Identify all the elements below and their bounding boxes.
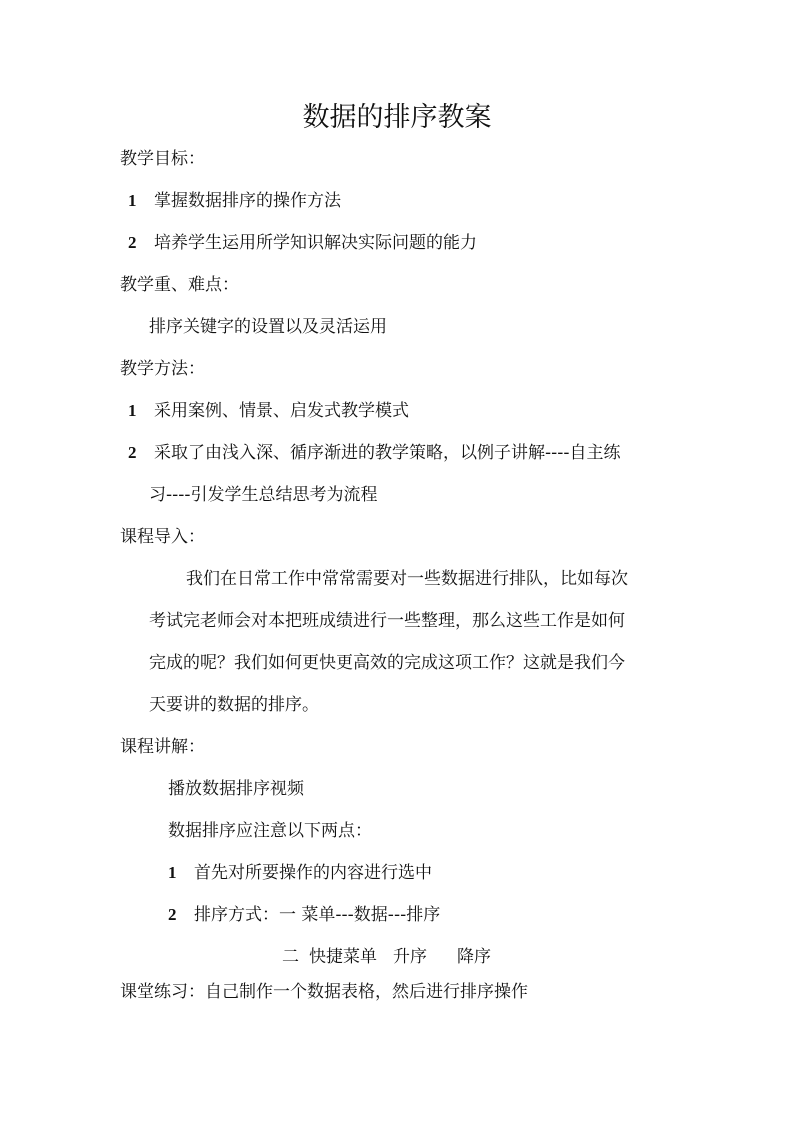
sub-item: 快捷菜单: [309, 947, 377, 967]
key-points-heading: 教学重、难点：: [120, 275, 239, 295]
lecture-item: [168, 904, 440, 926]
method-item: [128, 400, 409, 422]
method-item: [128, 442, 621, 464]
item-text: 采用案例、情景、启发式教学模式: [154, 401, 409, 421]
intro-heading: 课程导入：: [120, 527, 205, 547]
intro-paragraph-line: 完成的呢？我们如何更快更高效的完成这项工作？这就是我们今: [149, 653, 625, 673]
lecture-heading: 课程讲解：: [120, 737, 205, 757]
intro-paragraph-line: 考试完老师会对本把班成绩进行一些整理，那么这些工作是如何: [149, 611, 625, 631]
sub-item: 升序: [393, 947, 427, 967]
item-text: 培养学生运用所学知识解决实际问题的能力: [154, 233, 477, 253]
item-text: 首先对所要操作的内容进行选中: [194, 863, 432, 883]
item-number: 1: [128, 401, 137, 420]
page-title: 数据的排序教案: [302, 102, 492, 133]
lecture-line: 数据排序应注意以下两点：: [168, 821, 372, 841]
method-continuation: 习----引发学生总结思考为流程: [149, 485, 378, 505]
item-text: 排序方式：一 菜单---数据---排序: [194, 905, 441, 925]
item-text: 掌握数据排序的操作方法: [154, 191, 341, 211]
methods-heading: 教学方法：: [120, 359, 205, 379]
intro-paragraph-line: 天要讲的数据的排序。: [149, 695, 319, 715]
objectives-heading: 教学目标：: [120, 149, 205, 169]
item-number: 2: [128, 233, 137, 252]
sub-item: 降序: [457, 947, 491, 967]
intro-paragraph-line: 我们在日常工作中常常需要对一些数据进行排队，比如每次: [186, 569, 628, 589]
item-number: 2: [168, 905, 177, 924]
lecture-item: [168, 862, 432, 884]
lecture-sub-line: [282, 946, 491, 968]
objective-item: [128, 190, 341, 212]
objective-item: [128, 232, 477, 254]
item-number: 1: [168, 863, 177, 882]
exercise-line: 课堂练习：自己制作一个数据表格，然后进行排序操作: [120, 982, 528, 1002]
item-number: 1: [128, 191, 137, 210]
item-text: 采取了由浅入深、循序渐进的教学策略，以例子讲解----自主练: [154, 443, 621, 463]
item-number: 2: [128, 443, 137, 462]
lecture-line: 播放数据排序视频: [168, 779, 304, 799]
sub-marker: 二: [282, 947, 299, 967]
key-points-text: 排序关键字的设置以及灵活运用: [149, 317, 387, 337]
